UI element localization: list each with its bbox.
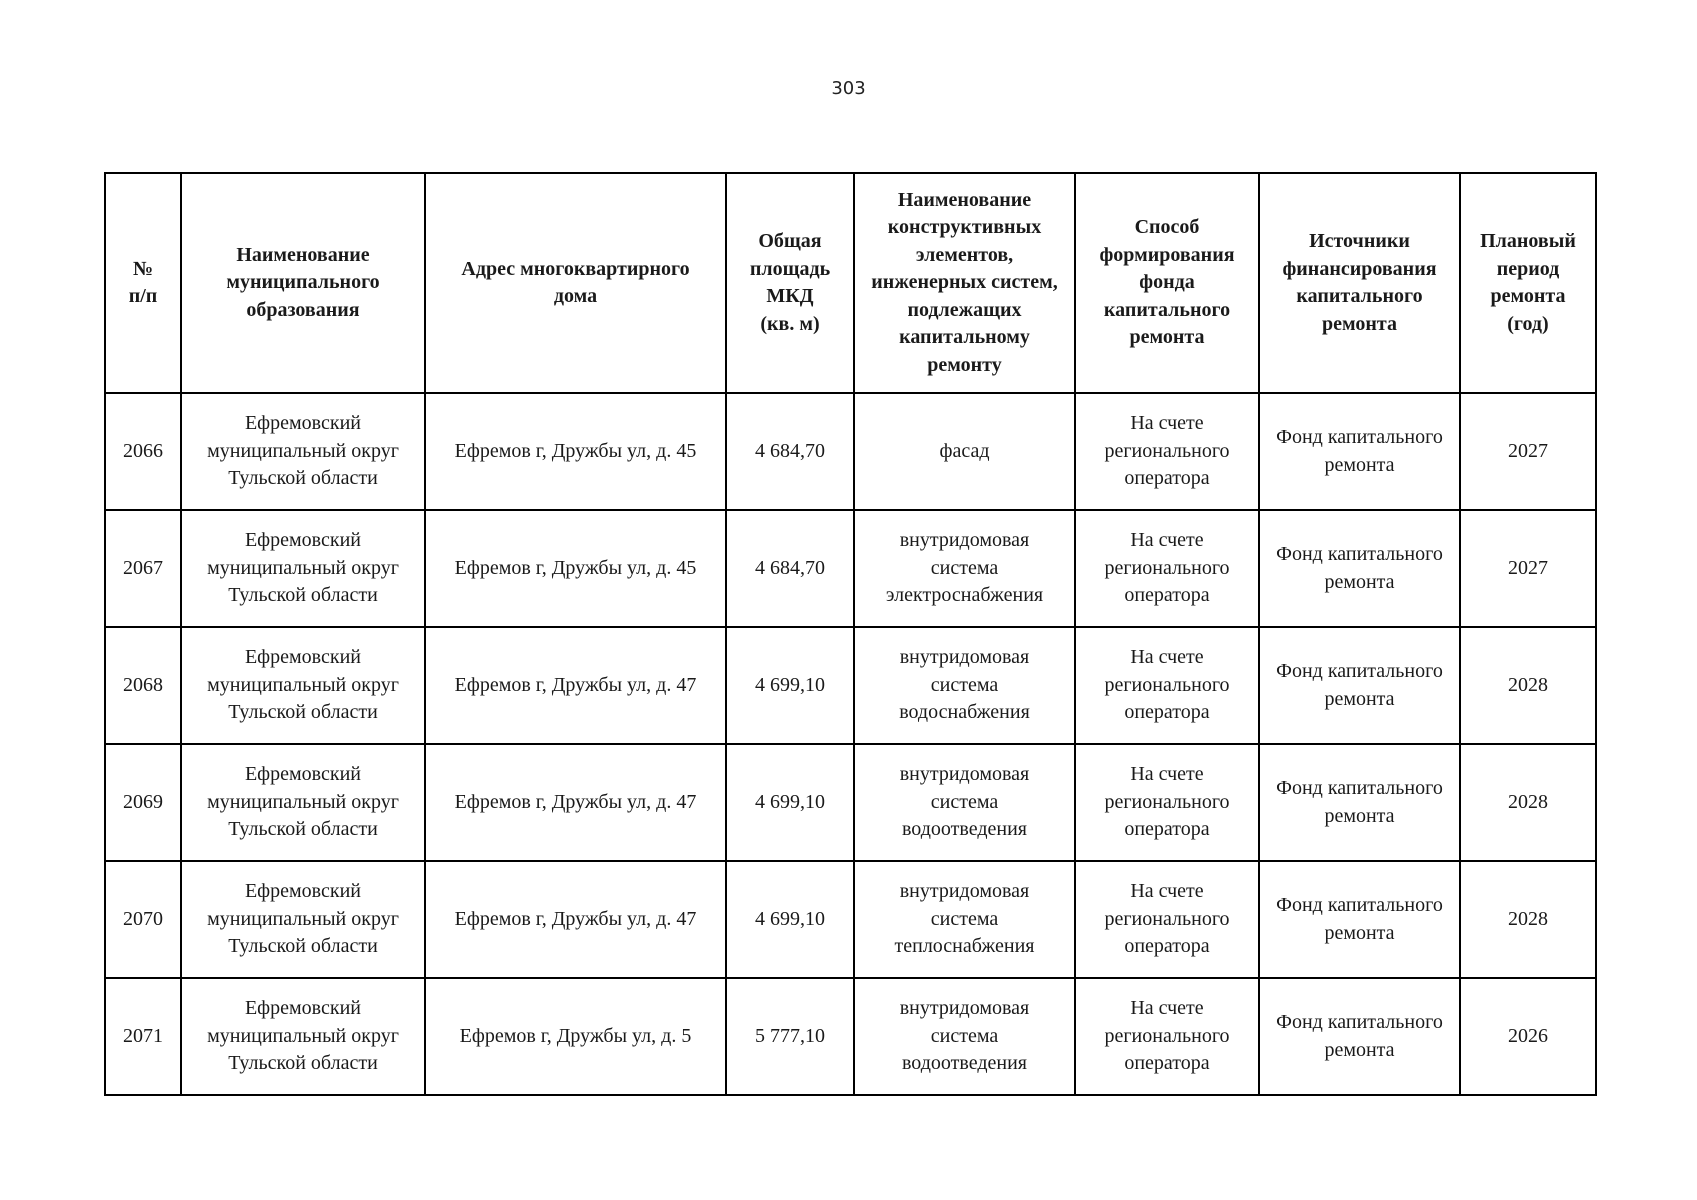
cell-fund-method: На счете регионального оператора bbox=[1075, 978, 1259, 1095]
cell-planned-year: 2028 bbox=[1460, 627, 1596, 744]
cell-funding-source: Фонд капитального ремонта bbox=[1259, 861, 1460, 978]
cell-address: Ефремов г, Дружбы ул, д. 5 bbox=[425, 978, 726, 1095]
table-row bbox=[105, 861, 1596, 978]
header-planned-year: Плановый период ремонта (год) bbox=[1460, 173, 1596, 393]
cell-address: Ефремов г, Дружбы ул, д. 47 bbox=[425, 744, 726, 861]
cell-planned-year: 2026 bbox=[1460, 978, 1596, 1095]
table-row bbox=[105, 627, 1596, 744]
cell-funding-source: Фонд капитального ремонта bbox=[1259, 393, 1460, 510]
page-number: 303 bbox=[831, 78, 866, 99]
cell-funding-source: Фонд капитального ремонта bbox=[1259, 510, 1460, 627]
cell-address: Ефремов г, Дружбы ул, д. 47 bbox=[425, 627, 726, 744]
cell-elements: внутридомовая система водоотведения bbox=[854, 978, 1075, 1095]
table-row bbox=[105, 510, 1596, 627]
cell-row-number: 2066 bbox=[105, 393, 181, 510]
cell-municipality: Ефремовский муниципальный округ Тульской области bbox=[181, 393, 425, 510]
cell-elements: внутридомовая система электроснабжения bbox=[854, 510, 1075, 627]
cell-fund-method: На счете регионального оператора bbox=[1075, 393, 1259, 510]
cell-area: 4 684,70 bbox=[726, 510, 854, 627]
header-funding-source: Источники финансирования капитального ремонта bbox=[1259, 173, 1460, 393]
cell-elements: внутридомовая система водоотведения bbox=[854, 744, 1075, 861]
cell-address: Ефремов г, Дружбы ул, д. 45 bbox=[425, 393, 726, 510]
cell-fund-method: На счете регионального оператора bbox=[1075, 510, 1259, 627]
cell-fund-method: На счете регионального оператора bbox=[1075, 744, 1259, 861]
cell-municipality: Ефремовский муниципальный округ Тульской области bbox=[181, 978, 425, 1095]
header-elements: Наименование конструктивных элементов, инженерных систем, подлежащих капитальному ремонту bbox=[854, 173, 1075, 393]
cell-elements: внутридомовая система теплоснабжения bbox=[854, 861, 1075, 978]
cell-fund-method: На счете регионального оператора bbox=[1075, 627, 1259, 744]
cell-funding-source: Фонд капитального ремонта bbox=[1259, 978, 1460, 1095]
cell-funding-source: Фонд капитального ремонта bbox=[1259, 744, 1460, 861]
cell-row-number: 2071 bbox=[105, 978, 181, 1095]
cell-row-number: 2068 bbox=[105, 627, 181, 744]
table-row bbox=[105, 744, 1596, 861]
table-row bbox=[105, 393, 1596, 510]
cell-area: 4 699,10 bbox=[726, 861, 854, 978]
cell-area: 5 777,10 bbox=[726, 978, 854, 1095]
cell-row-number: 2067 bbox=[105, 510, 181, 627]
header-address: Адрес многоквартирного дома bbox=[425, 173, 726, 393]
cell-municipality: Ефремовский муниципальный округ Тульской области bbox=[181, 510, 425, 627]
cell-area: 4 684,70 bbox=[726, 393, 854, 510]
cell-funding-source: Фонд капитального ремонта bbox=[1259, 627, 1460, 744]
repair-register-table bbox=[104, 172, 1597, 1096]
cell-row-number: 2069 bbox=[105, 744, 181, 861]
table-header-row bbox=[105, 173, 1596, 393]
header-row-number: № п/п bbox=[105, 173, 181, 393]
table-row bbox=[105, 978, 1596, 1095]
cell-fund-method: На счете регионального оператора bbox=[1075, 861, 1259, 978]
cell-planned-year: 2027 bbox=[1460, 393, 1596, 510]
cell-area: 4 699,10 bbox=[726, 744, 854, 861]
cell-municipality: Ефремовский муниципальный округ Тульской области bbox=[181, 744, 425, 861]
header-area: Общая площадь МКД (кв. м) bbox=[726, 173, 854, 393]
cell-elements: фасад bbox=[854, 393, 1075, 510]
header-fund-method: Способ формирования фонда капитального ремонта bbox=[1075, 173, 1259, 393]
cell-address: Ефремов г, Дружбы ул, д. 47 bbox=[425, 861, 726, 978]
cell-municipality: Ефремовский муниципальный округ Тульской области bbox=[181, 627, 425, 744]
cell-area: 4 699,10 bbox=[726, 627, 854, 744]
cell-planned-year: 2028 bbox=[1460, 861, 1596, 978]
cell-planned-year: 2027 bbox=[1460, 510, 1596, 627]
cell-row-number: 2070 bbox=[105, 861, 181, 978]
cell-elements: внутридомовая система водоснабжения bbox=[854, 627, 1075, 744]
cell-planned-year: 2028 bbox=[1460, 744, 1596, 861]
header-municipality: Наименование муниципального образования bbox=[181, 173, 425, 393]
cell-municipality: Ефремовский муниципальный округ Тульской области bbox=[181, 861, 425, 978]
cell-address: Ефремов г, Дружбы ул, д. 45 bbox=[425, 510, 726, 627]
